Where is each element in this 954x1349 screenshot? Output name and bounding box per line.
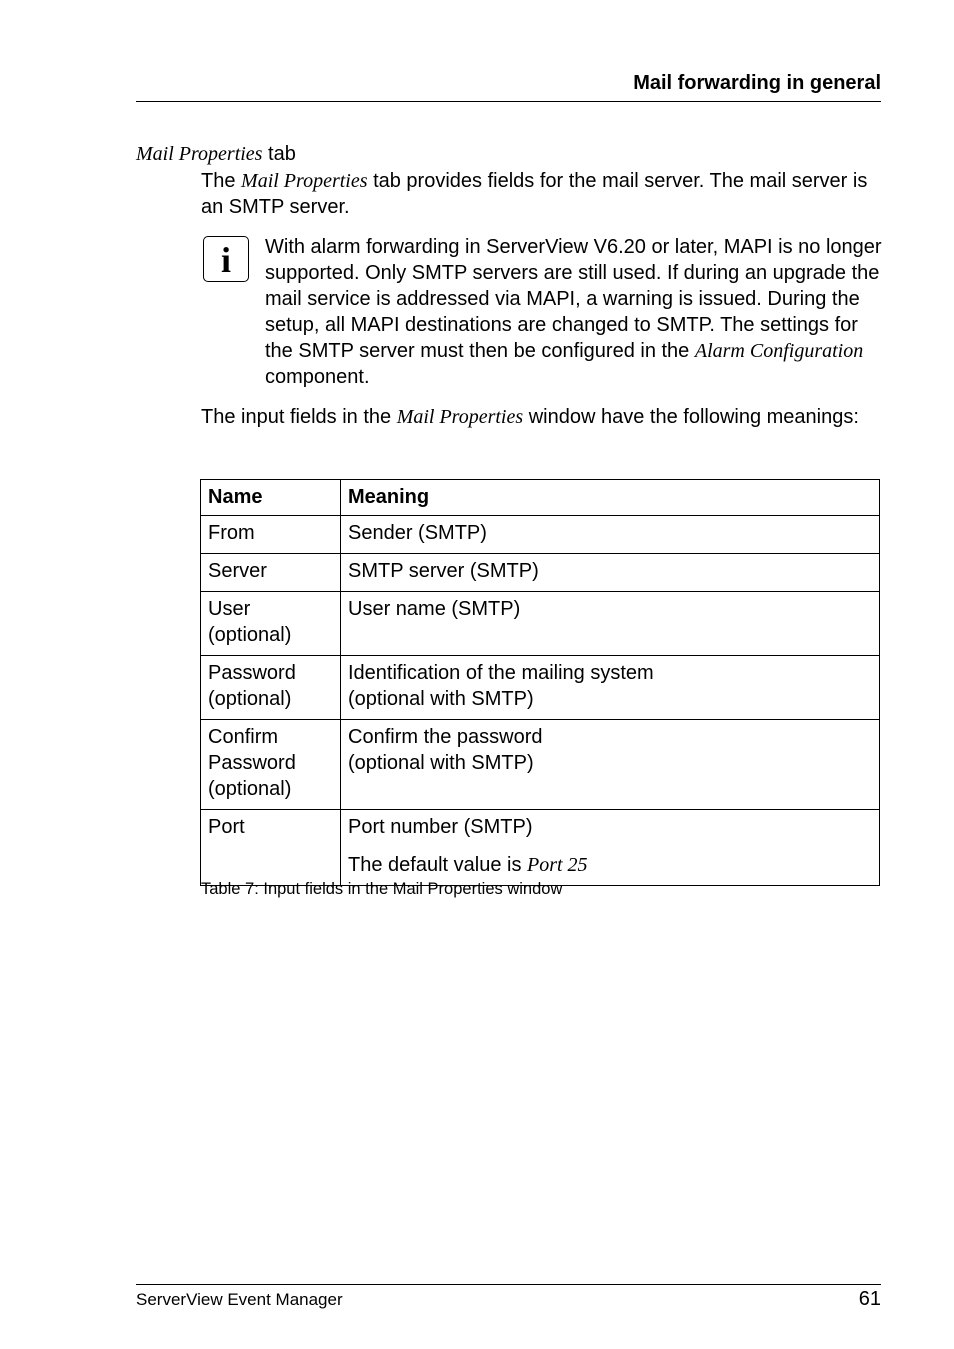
table-caption: Table 7: Input fields in the Mail Properties window [201, 880, 563, 898]
tab-heading-italic: Mail Properties [136, 143, 263, 165]
intro-text-rest: tab provides fields for the mail server. The mail server is an SMTP server. [201, 170, 868, 218]
info-icon [203, 236, 249, 282]
header-meaning: Meaning [341, 480, 880, 516]
note-italic: Alarm Configuration [694, 340, 864, 362]
cell-name-line: Server [208, 560, 267, 582]
cell-meaning [341, 720, 880, 810]
note-paragraph [265, 234, 890, 390]
meanings-intro [201, 404, 891, 430]
footer-rule [136, 1284, 881, 1285]
cell-name [201, 592, 341, 656]
table-body [201, 516, 880, 886]
input-fields-table [200, 479, 880, 886]
table-row [201, 554, 880, 592]
meanings-text: The input fields in the [201, 406, 392, 428]
meanings-italic: Mail Properties [396, 406, 524, 428]
info-icon-glyph: i [220, 240, 231, 280]
table-row [201, 810, 880, 886]
table-header-row [201, 480, 880, 516]
cell-name-line: User [208, 598, 251, 620]
header-name: Name [201, 480, 341, 516]
cell-meaning-line: SMTP server (SMTP) [348, 560, 539, 582]
meanings-text-rest: window have the following meanings: [528, 406, 859, 428]
table-row [201, 720, 880, 810]
cell-name-line: Password [208, 662, 296, 684]
cell-name [201, 720, 341, 810]
cell-meaning [341, 810, 880, 886]
table-row [201, 516, 880, 554]
intro-italic: Mail Properties [241, 170, 368, 192]
cell-meaning-line: Confirm the password [348, 726, 543, 748]
page-number: 61 [858, 1288, 881, 1310]
cell-meaning-line: Identification of the mailing system [348, 662, 654, 684]
running-header: Mail forwarding in general [633, 72, 881, 94]
cell-name [201, 656, 341, 720]
cell-name-line: Confirm [208, 726, 279, 748]
cell-name-line: Password [208, 752, 296, 774]
intro-paragraph [201, 168, 891, 220]
cell-meaning-line: Sender (SMTP) [348, 522, 487, 544]
table-row [201, 656, 880, 720]
cell-meaning [341, 656, 880, 720]
tab-heading-text: tab [268, 143, 296, 165]
cell-name [201, 810, 341, 886]
cell-meaning [341, 554, 880, 592]
intro-text: The [201, 170, 236, 192]
cell-meaning-line: (optional with SMTP) [348, 752, 534, 774]
cell-meaning-line: (optional with SMTP) [348, 688, 534, 710]
footer-title: ServerView Event Manager [136, 1290, 343, 1309]
cell-name-line: From [208, 522, 255, 544]
cell-meaning-extra [348, 852, 872, 878]
cell-meaning [341, 592, 880, 656]
header-rule [136, 101, 881, 102]
tab-heading [136, 142, 296, 166]
cell-name-line: (optional) [208, 688, 292, 710]
cell-name [201, 554, 341, 592]
table-row [201, 592, 880, 656]
note-text: With alarm forwarding in ServerView V6.20 or later, MAPI is no longer supported. Only SMTP servers are still used. If during an upgrade the mail service is addressed via MAPI, a warning is issued. During the setup, all MAPI destinations are changed to SMTP. The settings for the SMTP server must then be configured in the [265, 236, 882, 362]
cell-meaning-line: User name (SMTP) [348, 598, 521, 620]
cell-meaning-line: Port number (SMTP) [348, 816, 533, 838]
note-text-rest: component. [265, 366, 370, 388]
cell-name-line: (optional) [208, 624, 292, 646]
cell-meaning [341, 516, 880, 554]
cell-name [201, 516, 341, 554]
cell-name-line: Port [208, 816, 245, 838]
default-value-italic: Port 25 [527, 854, 588, 876]
default-value-text: The default value is [348, 854, 522, 876]
cell-name-line: (optional) [208, 778, 292, 800]
